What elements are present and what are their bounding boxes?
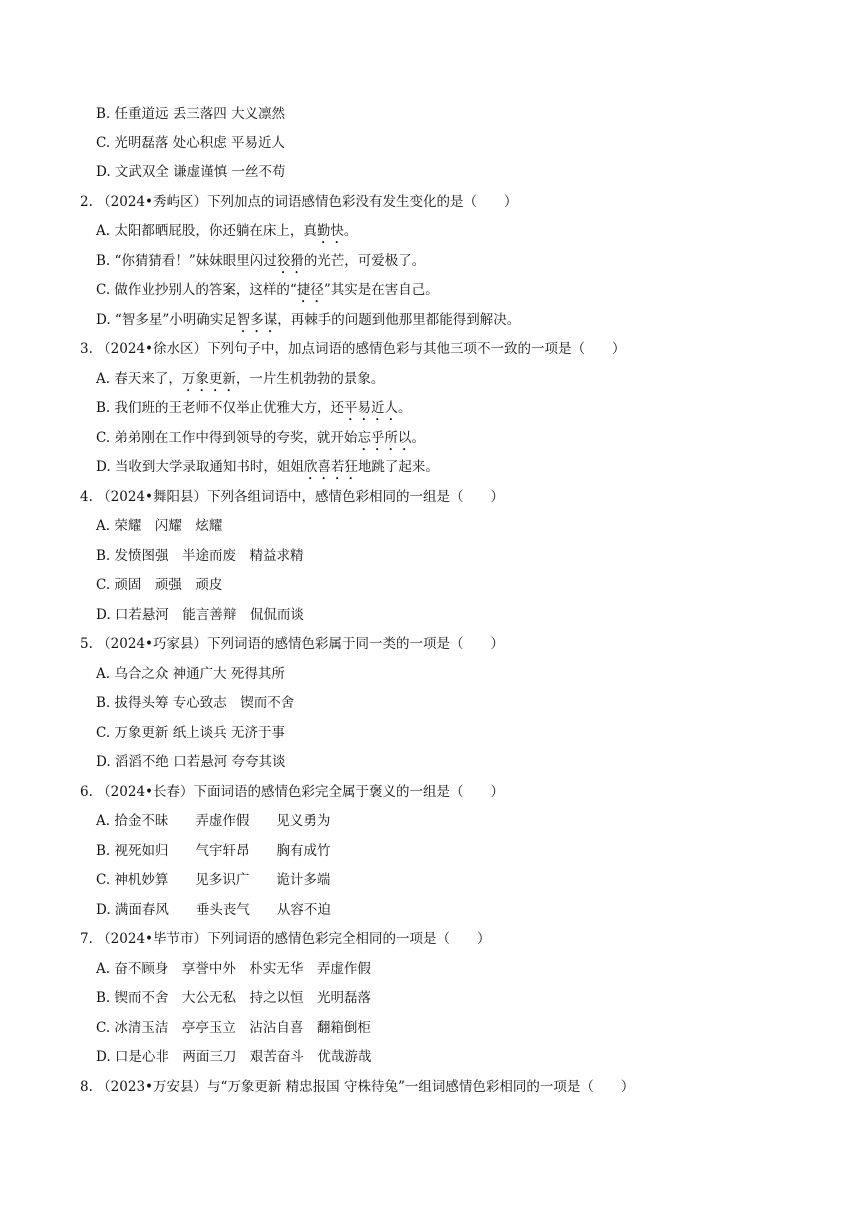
q5-option-a: A. 乌合之众 神通广大 死得其所 [96, 666, 285, 682]
q5-option-c: C. 万象更新 纸上谈兵 无济于事 [96, 725, 286, 741]
q5-stem: 5. （2024•巧家县）下列词语的感情色彩属于同一类的一项是（ ） [80, 636, 504, 652]
q5-option-d: D. 滔滔不绝 口若悬河 夸夸其谈 [96, 754, 286, 770]
q5-option-b: B. 拔得头筹 专心致志 锲而不舍 [96, 695, 295, 711]
q7-option-b: B. 锲而不舍 大公无私 持之以恒 光明磊落 [96, 990, 372, 1006]
dotted-word: 欣喜若狂 [303, 459, 358, 475]
dotted-word: 智多谋 [236, 312, 278, 328]
q2-option-c: C. 做作业抄别人的答案，这样的“捷径”其实是在害自己。 [96, 282, 439, 298]
dotted-word: 平易近人 [344, 400, 399, 416]
q2-stem: 2. （2024•秀屿区）下列加点的词语感情色彩没有发生变化的是（ ） [80, 194, 518, 210]
q1-option-b: B. 任重道远 丢三落四 大义凛然 [96, 106, 286, 122]
dotted-word: 万象更新 [181, 371, 236, 387]
q2-option-b: B. “你猜猜看！”妹妹眼里闪过狡猾的光芒，可爱极了。 [96, 253, 426, 269]
q6-option-b: B. 视死如归 气宇轩昂 胸有成竹 [96, 843, 331, 859]
q8-stem: 8. （2023•万安县）与“万象更新 精忠报国 守株待兔”一组词感情色彩相同的一项是（ ） [80, 1079, 635, 1095]
q1-option-d: D. 文武双全 谦虚谨慎 一丝不苟 [96, 164, 286, 180]
q4-option-b: B. 发愤图强 半途而废 精益求精 [96, 548, 304, 564]
q4-stem: 4. （2024•舞阳县）下列各组词语中，感情色彩相同的一组是（ ） [80, 489, 504, 505]
dotted-word: 捷径 [296, 282, 324, 298]
q2-option-d: D. “智多星”小明确实足智多谋，再棘手的问题到他那里都能得到解决。 [96, 312, 521, 328]
q3-stem: 3. （2024•徐水区）下列句子中，加点词语的感情色彩与其他三项不一致的一项是（ ） [80, 341, 626, 357]
q2-option-a: A. 太阳都晒屁股，你还躺在床上，真勤快。 [96, 223, 358, 239]
q7-option-d: D. 口是心非 两面三刀 艰苦奋斗 优哉游哉 [96, 1049, 372, 1065]
q4-option-c: C. 顽固 顽强 顽皮 [96, 577, 223, 593]
q7-option-a: A. 奋不顾身 享誉中外 朴实无华 弄虚作假 [96, 961, 371, 977]
q6-option-d: D. 满面春风 垂头丧气 从容不迫 [96, 902, 331, 918]
dotted-word: 狡猾 [276, 253, 304, 269]
q6-option-a: A. 拾金不昧 弄虚作假 见义勇为 [96, 813, 331, 829]
dotted-word: 勤快 [316, 223, 344, 239]
q6-option-c: C. 神机妙算 见多识广 诡计多端 [96, 872, 331, 888]
q4-option-d: D. 口若悬河 能言善辩 侃侃而谈 [96, 607, 304, 623]
q1-option-c: C. 光明磊落 处心积虑 平易近人 [96, 135, 286, 151]
q4-option-a: A. 荣耀 闪耀 炫耀 [96, 518, 223, 534]
q7-option-c: C. 冰清玉洁 亭亭玉立 沾沾自喜 翻箱倒柜 [96, 1020, 371, 1036]
q3-option-b: B. 我们班的王老师不仅举止优雅大方，还平易近人。 [96, 400, 412, 416]
dotted-word: 忘乎所以 [357, 430, 412, 446]
q6-stem: 6. （2024•长春）下面词语的感情色彩完全属于褒义的一组是（ ） [80, 784, 504, 800]
q3-option-d: D. 当收到大学录取通知书时，姐姐欣喜若狂地跳了起来。 [96, 459, 439, 475]
q3-option-c: C. 弟弟刚在工作中得到领导的夸奖，就开始忘乎所以。 [96, 430, 425, 446]
q7-stem: 7. （2024•毕节市）下列词语的感情色彩完全相同的一项是（ ） [80, 931, 491, 947]
q3-option-a: A. 春天来了，万象更新，一片生机勃勃的景象。 [96, 371, 385, 387]
